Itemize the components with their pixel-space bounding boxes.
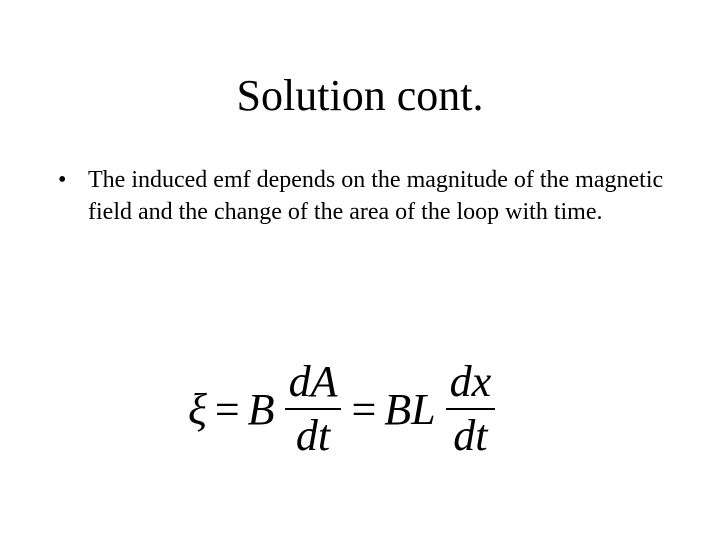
fraction-dx-dt xyxy=(446,358,496,460)
fraction-da-dt xyxy=(285,358,342,460)
emf-symbol: ξ xyxy=(188,384,207,434)
magnetic-field-symbol: B xyxy=(247,384,275,434)
bullet-item xyxy=(58,164,678,228)
equals-sign-1: = xyxy=(214,384,240,434)
fraction-dx-dt-numerator: dx xyxy=(449,357,492,406)
fraction-da-dt-numerator: dA xyxy=(288,357,338,406)
emf-equation xyxy=(186,354,499,464)
fraction-da-dt-bar xyxy=(285,408,342,410)
fraction-dx-dt-bar xyxy=(446,408,496,410)
fraction-da-dt-denominator: dt xyxy=(295,411,331,460)
bullet-text: The induced emf depends on the magnitude of the magnetic field and the change of the area of the loop with time. xyxy=(88,167,664,225)
slide-title: Solution cont. xyxy=(236,71,484,120)
bullet-marker: • xyxy=(58,167,67,193)
fraction-dx-dt-denominator: dt xyxy=(453,411,488,460)
field-length-symbol: BL xyxy=(384,384,436,434)
equals-sign-2: = xyxy=(351,384,377,434)
